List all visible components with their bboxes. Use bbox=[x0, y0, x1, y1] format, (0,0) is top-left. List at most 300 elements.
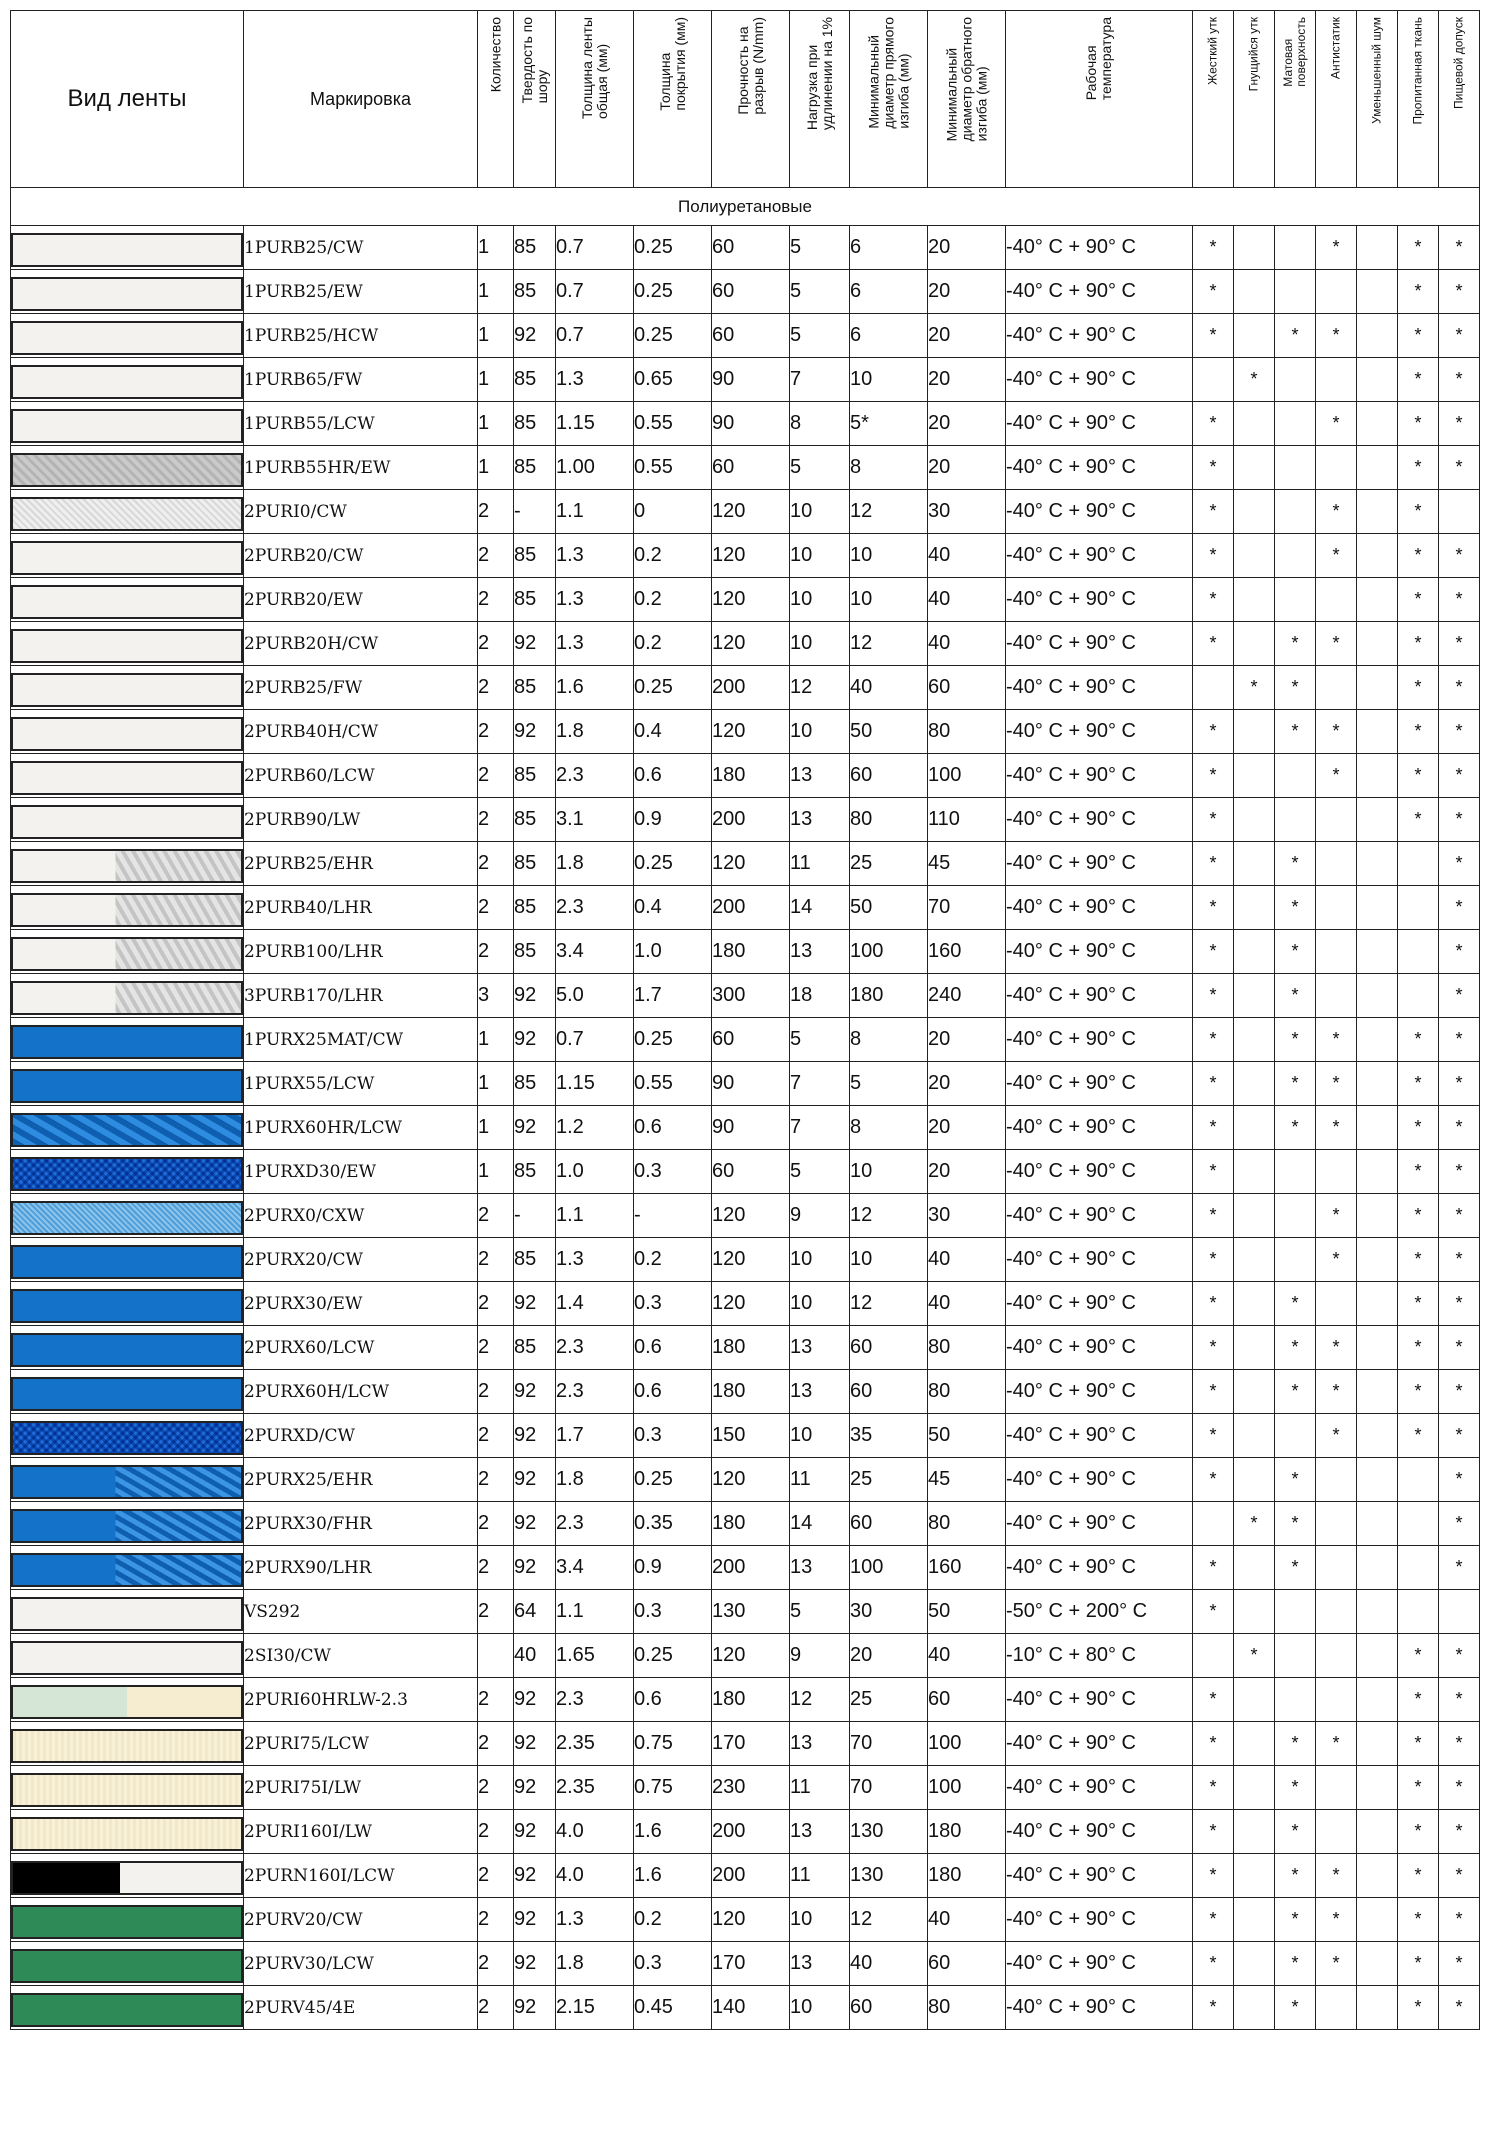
feature-mark-5: * bbox=[1398, 1810, 1439, 1854]
header-col-7 bbox=[928, 11, 1006, 188]
feature-mark-5: * bbox=[1398, 578, 1439, 622]
feature-mark-4 bbox=[1357, 1238, 1398, 1282]
cell-dmin: 40 bbox=[850, 1942, 928, 1986]
feature-mark-5: * bbox=[1398, 1986, 1439, 2030]
table-row bbox=[11, 1590, 1480, 1634]
feature-mark-3 bbox=[1316, 1986, 1357, 2030]
belt-marking: 2PURV20/CW bbox=[244, 1898, 478, 1942]
feature-mark-0: * bbox=[1193, 1414, 1234, 1458]
belt-swatch-cell bbox=[11, 1370, 244, 1414]
belt-marking: 2PURXD/CW bbox=[244, 1414, 478, 1458]
cell-coat: 1.6 bbox=[634, 1854, 712, 1898]
cell-coat: 0.2 bbox=[634, 578, 712, 622]
cell-coat: 0.65 bbox=[634, 358, 712, 402]
feature-mark-4 bbox=[1357, 1942, 1398, 1986]
cell-qty: 2 bbox=[478, 710, 514, 754]
header-col-label: Минимальный диаметр прямого изгиба (мм) bbox=[865, 17, 911, 129]
cell-drev: 20 bbox=[928, 1018, 1006, 1062]
header-col-11 bbox=[1275, 11, 1316, 188]
feature-mark-2: * bbox=[1275, 1326, 1316, 1370]
belt-marking: 2PURN160I/LCW bbox=[244, 1854, 478, 1898]
cell-str: 130 bbox=[712, 1590, 790, 1634]
cell-dmin: 60 bbox=[850, 1986, 928, 2030]
feature-mark-4 bbox=[1357, 666, 1398, 710]
table-row bbox=[11, 622, 1480, 666]
feature-mark-2 bbox=[1275, 1414, 1316, 1458]
cell-total: 2.3 bbox=[556, 1370, 634, 1414]
cell-temp: -40° C + 90° C bbox=[1006, 1766, 1193, 1810]
header-col-14 bbox=[1398, 11, 1439, 188]
feature-mark-2: * bbox=[1275, 1062, 1316, 1106]
belt-marking: 3PURB170/LHR bbox=[244, 974, 478, 1018]
feature-mark-1 bbox=[1234, 490, 1275, 534]
belt-marking: 1PURXD30/EW bbox=[244, 1150, 478, 1194]
belt-swatch bbox=[11, 1201, 243, 1235]
cell-dmin: 130 bbox=[850, 1854, 928, 1898]
feature-mark-6 bbox=[1439, 490, 1480, 534]
feature-mark-5: * bbox=[1398, 1898, 1439, 1942]
belt-swatch bbox=[11, 1289, 243, 1323]
cell-temp: -40° C + 90° C bbox=[1006, 1150, 1193, 1194]
feature-mark-4 bbox=[1357, 1766, 1398, 1810]
cell-total: 1.8 bbox=[556, 1942, 634, 1986]
belt-swatch-cell bbox=[11, 1546, 244, 1590]
cell-load: 14 bbox=[790, 1502, 850, 1546]
cell-drev: 20 bbox=[928, 314, 1006, 358]
feature-mark-0: * bbox=[1193, 1722, 1234, 1766]
feature-mark-4 bbox=[1357, 1854, 1398, 1898]
cell-total: 1.8 bbox=[556, 1458, 634, 1502]
feature-mark-0: * bbox=[1193, 1546, 1234, 1590]
cell-hard: 85 bbox=[514, 886, 556, 930]
feature-mark-6: * bbox=[1439, 1238, 1480, 1282]
feature-mark-2: * bbox=[1275, 1722, 1316, 1766]
cell-hard: 92 bbox=[514, 1414, 556, 1458]
feature-mark-3: * bbox=[1316, 534, 1357, 578]
feature-mark-2: * bbox=[1275, 710, 1316, 754]
cell-dmin: 180 bbox=[850, 974, 928, 1018]
cell-hard: 92 bbox=[514, 1898, 556, 1942]
cell-total: 1.3 bbox=[556, 534, 634, 578]
cell-str: 180 bbox=[712, 1370, 790, 1414]
cell-drev: 80 bbox=[928, 1502, 1006, 1546]
cell-drev: 180 bbox=[928, 1854, 1006, 1898]
cell-temp: -40° C + 90° C bbox=[1006, 1898, 1193, 1942]
feature-mark-4 bbox=[1357, 1546, 1398, 1590]
section-title: Полиуретановые bbox=[11, 188, 1480, 226]
header-col-label: Антистатик bbox=[1328, 17, 1343, 80]
cell-load: 11 bbox=[790, 1766, 850, 1810]
cell-dmin: 70 bbox=[850, 1722, 928, 1766]
feature-mark-2: * bbox=[1275, 1106, 1316, 1150]
feature-mark-4 bbox=[1357, 1678, 1398, 1722]
belt-swatch bbox=[11, 673, 243, 707]
feature-mark-5 bbox=[1398, 1546, 1439, 1590]
cell-dmin: 12 bbox=[850, 490, 928, 534]
cell-total: 3.4 bbox=[556, 930, 634, 974]
cell-load: 10 bbox=[790, 1898, 850, 1942]
feature-mark-6: * bbox=[1439, 1722, 1480, 1766]
table-row bbox=[11, 1238, 1480, 1282]
feature-mark-3 bbox=[1316, 666, 1357, 710]
cell-coat: 0.2 bbox=[634, 534, 712, 578]
feature-mark-6: * bbox=[1439, 1106, 1480, 1150]
belt-swatch bbox=[11, 937, 243, 971]
cell-dmin: 60 bbox=[850, 754, 928, 798]
belt-marking: 2PURI75/LCW bbox=[244, 1722, 478, 1766]
feature-mark-1 bbox=[1234, 1810, 1275, 1854]
cell-dmin: 10 bbox=[850, 578, 928, 622]
header-col-3 bbox=[634, 11, 712, 188]
feature-mark-6: * bbox=[1439, 754, 1480, 798]
cell-total: 1.8 bbox=[556, 842, 634, 886]
cell-load: 10 bbox=[790, 578, 850, 622]
belt-marking: 1PURX25MAT/CW bbox=[244, 1018, 478, 1062]
feature-mark-0: * bbox=[1193, 1326, 1234, 1370]
belt-swatch bbox=[11, 761, 243, 795]
cell-qty: 2 bbox=[478, 1326, 514, 1370]
belt-swatch bbox=[11, 1465, 243, 1499]
cell-total: 1.3 bbox=[556, 1238, 634, 1282]
cell-temp: -40° C + 90° C bbox=[1006, 622, 1193, 666]
cell-drev: 40 bbox=[928, 534, 1006, 578]
feature-mark-5: * bbox=[1398, 1238, 1439, 1282]
belt-marking: 1PURB55/LCW bbox=[244, 402, 478, 446]
cell-load: 10 bbox=[790, 1282, 850, 1326]
cell-load: 18 bbox=[790, 974, 850, 1018]
feature-mark-2 bbox=[1275, 1238, 1316, 1282]
feature-mark-4 bbox=[1357, 710, 1398, 754]
feature-mark-2 bbox=[1275, 534, 1316, 578]
cell-qty: 1 bbox=[478, 226, 514, 270]
cell-temp: -40° C + 90° C bbox=[1006, 1942, 1193, 1986]
cell-temp: -40° C + 90° C bbox=[1006, 1062, 1193, 1106]
cell-str: 90 bbox=[712, 1062, 790, 1106]
feature-mark-6: * bbox=[1439, 446, 1480, 490]
table-row bbox=[11, 1942, 1480, 1986]
cell-hard: 85 bbox=[514, 226, 556, 270]
cell-qty: 3 bbox=[478, 974, 514, 1018]
cell-drev: 180 bbox=[928, 1810, 1006, 1854]
cell-temp: -40° C + 90° C bbox=[1006, 798, 1193, 842]
cell-load: 8 bbox=[790, 402, 850, 446]
cell-str: 180 bbox=[712, 754, 790, 798]
belt-marking: 2PURI0/CW bbox=[244, 490, 478, 534]
header-col-label: Толщина покрытия (мм) bbox=[656, 17, 688, 111]
cell-qty: 1 bbox=[478, 358, 514, 402]
cell-load: 10 bbox=[790, 710, 850, 754]
cell-total: 0.7 bbox=[556, 226, 634, 270]
cell-load: 5 bbox=[790, 1018, 850, 1062]
feature-mark-4 bbox=[1357, 842, 1398, 886]
cell-temp: -40° C + 90° C bbox=[1006, 1722, 1193, 1766]
feature-mark-3 bbox=[1316, 1678, 1357, 1722]
feature-mark-1 bbox=[1234, 1062, 1275, 1106]
feature-mark-5 bbox=[1398, 1590, 1439, 1634]
belt-swatch-cell bbox=[11, 974, 244, 1018]
cell-drev: 110 bbox=[928, 798, 1006, 842]
cell-temp: -40° C + 90° C bbox=[1006, 1678, 1193, 1722]
feature-mark-0: * bbox=[1193, 754, 1234, 798]
cell-total: 0.7 bbox=[556, 1018, 634, 1062]
cell-str: 230 bbox=[712, 1766, 790, 1810]
cell-dmin: 60 bbox=[850, 1502, 928, 1546]
feature-mark-0 bbox=[1193, 666, 1234, 710]
feature-mark-5 bbox=[1398, 930, 1439, 974]
cell-load: 13 bbox=[790, 1942, 850, 1986]
feature-mark-0: * bbox=[1193, 1150, 1234, 1194]
feature-mark-3 bbox=[1316, 270, 1357, 314]
cell-qty: 1 bbox=[478, 402, 514, 446]
feature-mark-2: * bbox=[1275, 1766, 1316, 1810]
header-col-10 bbox=[1234, 11, 1275, 188]
feature-mark-6: * bbox=[1439, 1018, 1480, 1062]
table-row bbox=[11, 1898, 1480, 1942]
belt-swatch-cell bbox=[11, 798, 244, 842]
cell-str: 200 bbox=[712, 666, 790, 710]
feature-mark-0: * bbox=[1193, 1194, 1234, 1238]
feature-mark-5: * bbox=[1398, 1282, 1439, 1326]
cell-qty: 1 bbox=[478, 314, 514, 358]
feature-mark-5: * bbox=[1398, 1106, 1439, 1150]
feature-mark-1 bbox=[1234, 402, 1275, 446]
cell-str: 120 bbox=[712, 534, 790, 578]
belt-swatch-cell bbox=[11, 754, 244, 798]
feature-mark-4 bbox=[1357, 974, 1398, 1018]
feature-mark-4 bbox=[1357, 1722, 1398, 1766]
table-row bbox=[11, 1722, 1480, 1766]
cell-hard: 64 bbox=[514, 1590, 556, 1634]
cell-dmin: 30 bbox=[850, 1590, 928, 1634]
cell-coat: 0.75 bbox=[634, 1766, 712, 1810]
feature-mark-1 bbox=[1234, 314, 1275, 358]
feature-mark-0 bbox=[1193, 1634, 1234, 1678]
feature-mark-0: * bbox=[1193, 1282, 1234, 1326]
cell-hard: 85 bbox=[514, 578, 556, 622]
cell-dmin: 100 bbox=[850, 930, 928, 974]
belt-swatch bbox=[11, 629, 243, 663]
header-col-12 bbox=[1316, 11, 1357, 188]
table-row bbox=[11, 1678, 1480, 1722]
feature-mark-3 bbox=[1316, 1590, 1357, 1634]
feature-mark-1 bbox=[1234, 578, 1275, 622]
feature-mark-6: * bbox=[1439, 1898, 1480, 1942]
cell-total: 4.0 bbox=[556, 1810, 634, 1854]
feature-mark-1 bbox=[1234, 974, 1275, 1018]
feature-mark-2: * bbox=[1275, 930, 1316, 974]
cell-qty: 2 bbox=[478, 1678, 514, 1722]
belt-marking: 1PURB55HR/EW bbox=[244, 446, 478, 490]
cell-dmin: 70 bbox=[850, 1766, 928, 1810]
table-row bbox=[11, 270, 1480, 314]
feature-mark-4 bbox=[1357, 1326, 1398, 1370]
feature-mark-5: * bbox=[1398, 798, 1439, 842]
feature-mark-6: * bbox=[1439, 314, 1480, 358]
cell-total: 1.3 bbox=[556, 578, 634, 622]
cell-temp: -40° C + 90° C bbox=[1006, 446, 1193, 490]
cell-qty: 2 bbox=[478, 1810, 514, 1854]
header-col-label: Количество bbox=[487, 17, 503, 93]
table-row bbox=[11, 534, 1480, 578]
belt-swatch bbox=[11, 1245, 243, 1279]
feature-mark-5: * bbox=[1398, 1326, 1439, 1370]
cell-temp: -40° C + 90° C bbox=[1006, 358, 1193, 402]
cell-load: 10 bbox=[790, 1238, 850, 1282]
feature-mark-3: * bbox=[1316, 1194, 1357, 1238]
feature-mark-1 bbox=[1234, 1722, 1275, 1766]
cell-load: 9 bbox=[790, 1194, 850, 1238]
cell-hard: 92 bbox=[514, 1502, 556, 1546]
cell-qty: 2 bbox=[478, 1898, 514, 1942]
cell-drev: 100 bbox=[928, 754, 1006, 798]
header-col-1 bbox=[514, 11, 556, 188]
cell-drev: 100 bbox=[928, 1722, 1006, 1766]
cell-qty: 1 bbox=[478, 446, 514, 490]
cell-hard: 92 bbox=[514, 1018, 556, 1062]
header-col-2 bbox=[556, 11, 634, 188]
cell-qty: 2 bbox=[478, 1502, 514, 1546]
belt-swatch bbox=[11, 893, 243, 927]
feature-mark-4 bbox=[1357, 1898, 1398, 1942]
feature-mark-4 bbox=[1357, 1502, 1398, 1546]
feature-mark-3: * bbox=[1316, 1370, 1357, 1414]
table-row bbox=[11, 1106, 1480, 1150]
feature-mark-6: * bbox=[1439, 1634, 1480, 1678]
belt-swatch bbox=[11, 1421, 243, 1455]
table-row bbox=[11, 1546, 1480, 1590]
cell-hard: 92 bbox=[514, 1854, 556, 1898]
feature-mark-5: * bbox=[1398, 666, 1439, 710]
cell-drev: 80 bbox=[928, 710, 1006, 754]
cell-hard: 92 bbox=[514, 1458, 556, 1502]
feature-mark-0 bbox=[1193, 358, 1234, 402]
cell-temp: -10° C + 80° C bbox=[1006, 1634, 1193, 1678]
feature-mark-6: * bbox=[1439, 1942, 1480, 1986]
cell-hard: 92 bbox=[514, 1766, 556, 1810]
feature-mark-3 bbox=[1316, 578, 1357, 622]
feature-mark-4 bbox=[1357, 358, 1398, 402]
cell-drev: 30 bbox=[928, 490, 1006, 534]
feature-mark-2: * bbox=[1275, 1282, 1316, 1326]
cell-load: 5 bbox=[790, 314, 850, 358]
feature-mark-0 bbox=[1193, 1502, 1234, 1546]
feature-mark-3: * bbox=[1316, 490, 1357, 534]
feature-mark-4 bbox=[1357, 534, 1398, 578]
cell-temp: -40° C + 90° C bbox=[1006, 1546, 1193, 1590]
cell-dmin: 8 bbox=[850, 1106, 928, 1150]
feature-mark-6: * bbox=[1439, 402, 1480, 446]
belt-swatch bbox=[11, 365, 243, 399]
cell-load: 13 bbox=[790, 798, 850, 842]
belt-marking: 2PURI160I/LW bbox=[244, 1810, 478, 1854]
feature-mark-2 bbox=[1275, 358, 1316, 402]
belt-marking: 2PURB20/EW bbox=[244, 578, 478, 622]
feature-mark-6: * bbox=[1439, 1546, 1480, 1590]
feature-mark-5 bbox=[1398, 1458, 1439, 1502]
belt-swatch-cell bbox=[11, 402, 244, 446]
feature-mark-6: * bbox=[1439, 930, 1480, 974]
belt-swatch bbox=[11, 1861, 243, 1895]
cell-temp: -40° C + 90° C bbox=[1006, 1986, 1193, 2030]
cell-temp: -40° C + 90° C bbox=[1006, 314, 1193, 358]
cell-coat: 0.3 bbox=[634, 1282, 712, 1326]
belt-swatch bbox=[11, 453, 243, 487]
belt-swatch-cell bbox=[11, 446, 244, 490]
header-col-13 bbox=[1357, 11, 1398, 188]
header-col-9 bbox=[1193, 11, 1234, 188]
cell-coat: 0.3 bbox=[634, 1942, 712, 1986]
cell-drev: 160 bbox=[928, 1546, 1006, 1590]
cell-dmin: 12 bbox=[850, 1282, 928, 1326]
feature-mark-3 bbox=[1316, 930, 1357, 974]
feature-mark-2 bbox=[1275, 402, 1316, 446]
table-row bbox=[11, 1810, 1480, 1854]
feature-mark-2: * bbox=[1275, 1942, 1316, 1986]
feature-mark-3 bbox=[1316, 1810, 1357, 1854]
cell-str: 90 bbox=[712, 1106, 790, 1150]
cell-hard: 92 bbox=[514, 1986, 556, 2030]
feature-mark-1 bbox=[1234, 1326, 1275, 1370]
cell-temp: -40° C + 90° C bbox=[1006, 886, 1193, 930]
cell-drev: 30 bbox=[928, 1194, 1006, 1238]
feature-mark-2: * bbox=[1275, 974, 1316, 1018]
cell-qty: 2 bbox=[478, 930, 514, 974]
cell-drev: 80 bbox=[928, 1986, 1006, 2030]
feature-mark-1 bbox=[1234, 1546, 1275, 1590]
feature-mark-1: * bbox=[1234, 358, 1275, 402]
belt-swatch bbox=[11, 849, 243, 883]
cell-coat: 0.25 bbox=[634, 226, 712, 270]
cell-total: 3.4 bbox=[556, 1546, 634, 1590]
table-row bbox=[11, 314, 1480, 358]
header-row bbox=[11, 11, 1480, 188]
belt-swatch-cell bbox=[11, 710, 244, 754]
cell-dmin: 25 bbox=[850, 1458, 928, 1502]
feature-mark-6: * bbox=[1439, 1678, 1480, 1722]
belt-marking: 2PURB25/EHR bbox=[244, 842, 478, 886]
cell-hard: 92 bbox=[514, 1106, 556, 1150]
belt-swatch-cell bbox=[11, 1678, 244, 1722]
feature-mark-3: * bbox=[1316, 1018, 1357, 1062]
cell-str: 180 bbox=[712, 1502, 790, 1546]
cell-hard: 92 bbox=[514, 622, 556, 666]
cell-total: 2.3 bbox=[556, 886, 634, 930]
table-row bbox=[11, 798, 1480, 842]
cell-dmin: 100 bbox=[850, 1546, 928, 1590]
belt-swatch-cell bbox=[11, 930, 244, 974]
feature-mark-3: * bbox=[1316, 314, 1357, 358]
table-row bbox=[11, 754, 1480, 798]
belt-swatch-cell bbox=[11, 1502, 244, 1546]
cell-load: 14 bbox=[790, 886, 850, 930]
feature-mark-3: * bbox=[1316, 1106, 1357, 1150]
belt-swatch-cell bbox=[11, 358, 244, 402]
belt-swatch-cell bbox=[11, 270, 244, 314]
feature-mark-1 bbox=[1234, 710, 1275, 754]
feature-mark-1 bbox=[1234, 1238, 1275, 1282]
cell-coat: 0.6 bbox=[634, 1326, 712, 1370]
cell-coat: 0.6 bbox=[634, 1106, 712, 1150]
header-view: Вид ленты bbox=[11, 11, 244, 188]
feature-mark-4 bbox=[1357, 622, 1398, 666]
belt-swatch-cell bbox=[11, 314, 244, 358]
feature-mark-1 bbox=[1234, 1018, 1275, 1062]
cell-str: 120 bbox=[712, 622, 790, 666]
feature-mark-3 bbox=[1316, 886, 1357, 930]
header-col-0 bbox=[478, 11, 514, 188]
cell-coat: 0.9 bbox=[634, 798, 712, 842]
cell-hard: 85 bbox=[514, 1150, 556, 1194]
